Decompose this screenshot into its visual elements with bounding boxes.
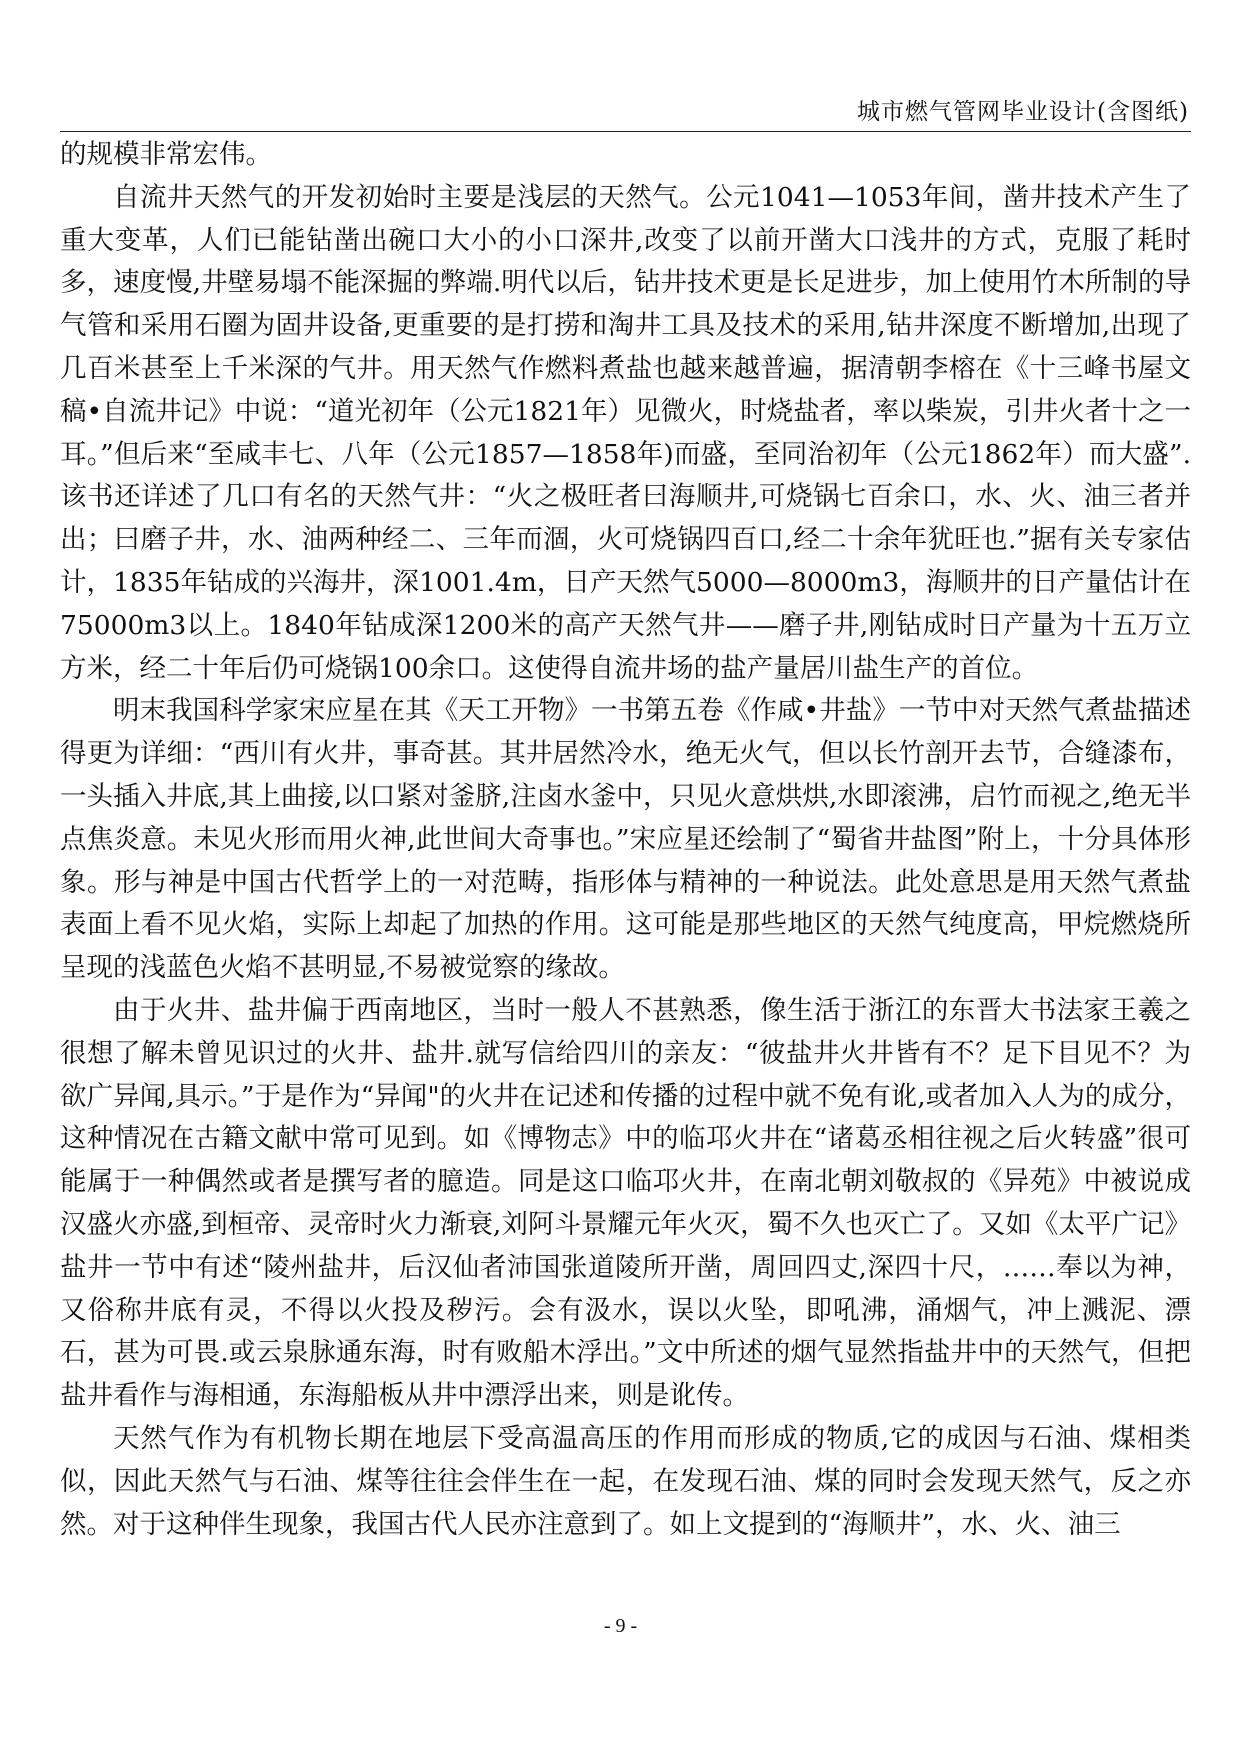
paragraph-gas-origin: 天然气作为有机物长期在地层下受高温高压的作用而形成的物质,它的成因与石油、煤相类似，因此天然气与石油、煤等往往会伴生在一起，在发现石油、煤的同时会发现天然气，反之亦然。对于这种伴生现象，我国古代人民亦注意到了。如上文提到的“海顺井”，水、火、油三 (60, 1422, 1191, 1540)
paragraph-zigong-wells: 自流井天然气的开发初始时主要是浅层的天然气。公元1041—1053年间，凿井技术产生了重大变革，人们已能钻凿出碗口大小的小口深井,改变了以前开凿大口浅井的方式，克服了耗时多，速度慢,井壁易塌不能深掘的弊端.明代以后，钻井技术更是长足进步，加上使用竹木所制的导气管和采用石圈为固井设备,更重要的是打捞和淘井工具及技术的采用,钻井深度不断增加,出现了几百米甚至上千米深的气井。用天然气作燃料煮盐也越来越普遍，据清朝李榕在《十三峰书屋文稿•自流井记》中说：“道光初年（公元1821年）见微火，时烧盐者，率以柴炭，引井火者十之一耳。”但后来“至咸丰七、八年（公元1857—1858年)而盛，至同治初年（公元1862年）而大盛”.该书还详述了几口有名的天然气井：“火之极旺者曰海顺井,可烧锅七百余口，水、火、油三者并出；曰磨子井，水、油两种经二、三年而涸，火可烧锅四百口,经二十余年犹旺也.”据有关专家估计，1835年钻成的兴海井，深1001.4m，日产天然气5000—8000m3，海顺井的日产量估计在75000m3以上。1840年钻成深1200米的高产天然气井——磨子井,刚钻成时日产量为十五万立方米，经二十年后仍可烧锅100余口。这使得自流井场的盐产量居川盐生产的首位。 (60, 181, 1191, 684)
page-number: - 9 - (603, 1615, 638, 1637)
header-divider (60, 131, 1191, 132)
paragraph-tiangong-kaiwu: 明末我国科学家宋应星在其《天工开物》一书第五卷《作咸•井盐》一节中对天然气煮盐描述得更为详细：“西川有火井，事奇甚。其井居然冷水，绝无火气，但以长竹剖开去节，合缝漆布，一头插入井底,其上曲接,以口紧对釜脐,注卤水釜中，只见火意烘烘,水即滚沸，启竹而视之,绝无半点焦炎意。未见火形而用火神,此世间大奇事也。”宋应星还绘制了“蜀省井盐图”附上，十分具体形象。形与神是中国古代哲学上的一对范畴，指形体与精神的一种说法。此处意思是用天然气煮盐表面上看不见火焰，实际上却起了加热的作用。这可能是那些地区的天然气纯度高，甲烷燃烧所呈现的浅蓝色火焰不甚明显,不易被觉察的缘故。 (60, 695, 1191, 984)
body-text (60, 134, 1191, 1546)
paragraph-continued: 的规模非常宏伟。 (60, 139, 272, 170)
paragraph-fire-wells-legends: 由于火井、盐井偏于西南地区，当时一般人不甚熟悉，像生活于浙江的东晋大书法家王羲之很想了解未曾见识过的火井、盐井.就写信给四川的亲友：“彼盐井火井皆有不？足下目见不？为欲广异闻,具示。”于是作为“异闻"的火井在记述和传播的过程中就不免有讹,或者加入人为的成分，这种情况在古籍文献中常可见到。如《博物志》中的临邛火井在“诸葛丞相往视之后火转盛”很可能属于一种偶然或者是撰写者的臆造。同是这口临邛火井，在南北朝刘敬叔的《异苑》中被说成汉盛火亦盛,到桓帝、灵帝时火力渐衰,刘阿斗景耀元年火灭，蜀不久也灭亡了。又如《太平广记》盐井一节中有述“陵州盐井，后汉仙者沛国张道陵所开凿，周回四丈,深四十尺，……奉以为神，又俗称井底有灵，不得以火投及秽污。会有汲水，误以火坠，即吼沸，涌烟气，冲上溅泥、漂石，甚为可畏.或云泉脉通东海，时有败船木浮出。”文中所述的烟气显然指盐井中的天然气，但把盐井看作与海相通，东海船板从井中漂浮出来，则是讹传。 (60, 994, 1191, 1412)
running-header: 城市燃气管网毕业设计(含图纸) (857, 99, 1189, 125)
